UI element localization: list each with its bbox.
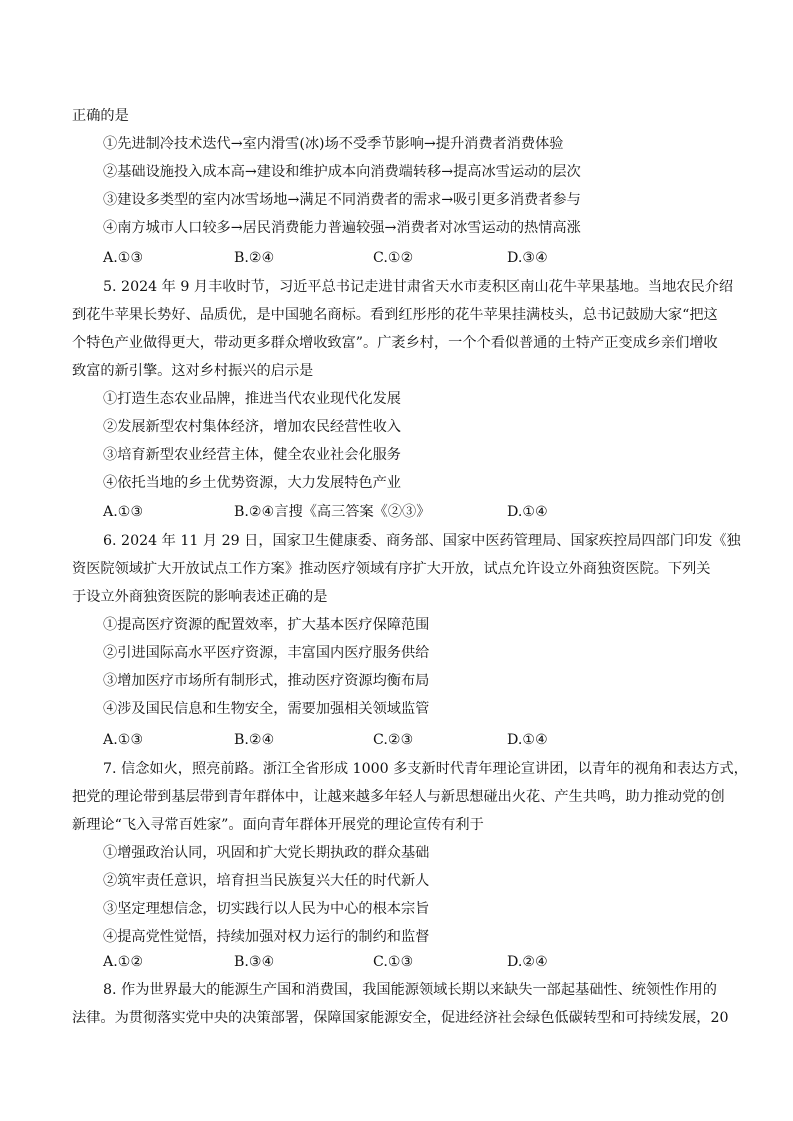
choice-a: A.①②: [103, 954, 144, 970]
choice-d: D.①④: [507, 504, 548, 520]
q6-option-4: ④涉及国民信息和生物安全，需要加强相关领域监管: [103, 701, 430, 717]
q5-option-1: ①打造生态农业品牌，推进当代农业现代化发展: [103, 391, 401, 407]
q7-answer-choices: [103, 952, 703, 972]
choice-c: C.②③: [373, 732, 414, 748]
q5-option-2: ②发展新型农村集体经济，增加农民经营性收入: [103, 419, 401, 435]
q7-stem-line-3: 新理论“飞入寻常百姓家”。面向青年群体开展党的理论宣传有利于: [72, 817, 484, 833]
q5-option-4: ④依托当地的乡土优势资源，大力发展特色产业: [103, 475, 401, 491]
q5-stem-line-1: 5. 2024 年 9 月丰收时节，习近平总书记走进甘肃省天水市麦积区南山花牛苹果基地。当地农民介绍: [103, 279, 734, 295]
choice-d: D.③④: [507, 250, 548, 266]
choice-a: A.①③: [103, 504, 144, 520]
q6-option-1: ①提高医疗资源的配置效率，扩大基本医疗保障范围: [103, 617, 430, 633]
q4-option-3: ③建设多类型的室内冰雪场地→满足不同消费者的需求→吸引更多消费者参与: [103, 192, 581, 208]
q8-stem-line-2: 法律。为贯彻落实党中央的决策部署，保障国家能源安全，促进经济社会绿色低碳转型和可持续发展，20: [72, 1010, 729, 1026]
q4-stem-tail: 正确的是: [72, 108, 129, 124]
q5-stem-line-4: 致富的新引擎。这对乡村振兴的启示是: [72, 363, 314, 379]
choice-b: B.②④: [234, 250, 275, 266]
q5-answer-choices: [103, 502, 703, 522]
q7-stem-line-2: 把党的理论带到基层带到青年群体中，让越来越多年轻人与新思想碰出火花、产生共鸣，助力推动党的创: [72, 789, 725, 805]
q4-answer-choices: [103, 248, 703, 268]
q7-option-1: ①增强政治认同，巩固和扩大党长期执政的群众基础: [103, 845, 430, 861]
q6-stem-line-3: 于设立外商独资医院的影响表述正确的是: [72, 589, 328, 605]
choice-b: B.②④: [234, 732, 275, 748]
q4-option-2: ②基础设施投入成本高→建设和维护成本向消费端转移→提高冰雪运动的层次: [103, 164, 581, 180]
choice-b: B.②④言搜《高三答案《②③》: [234, 504, 431, 520]
q4-option-4: ④南方城市人口较多→居民消费能力普遍较强→消费者对冰雪运动的热情高涨: [103, 220, 581, 236]
choice-c: C.①②: [373, 250, 414, 266]
choice-c: C.①③: [373, 954, 414, 970]
q5-stem-line-2: 到花牛苹果长势好、品质优，是中国驰名商标。看到红彤彤的花牛苹果挂满枝头，总书记鼓励大家“把这: [72, 307, 718, 323]
q5-option-3: ③培育新型农业经营主体，健全农业社会化服务: [103, 447, 401, 463]
choice-a: A.①③: [103, 732, 144, 748]
q6-answer-choices: [103, 730, 703, 750]
q6-option-2: ②引进国际高水平医疗资源，丰富国内医疗服务供给: [103, 645, 430, 661]
q6-option-3: ③增加医疗市场所有制形式，推动医疗资源均衡布局: [103, 673, 430, 689]
q5-stem-line-3: 个特色产业做得更大，带动更多群众增收致富”。广袤乡村，一个个看似普通的土特产正变成乡亲们增收: [72, 335, 718, 351]
q7-option-4: ④提高党性觉悟，持续加强对权力运行的制约和监督: [103, 929, 430, 945]
choice-a: A.①③: [103, 250, 144, 266]
q6-stem-line-1: 6. 2024 年 11 月 29 日，国家卫生健康委、商务部、国家中医药管理局、国家疾控局四部门印发《独: [103, 533, 741, 549]
q8-stem-line-1: 8. 作为世界最大的能源生产国和消费国，我国能源领域长期以来缺失一部起基础性、统领性作用的: [103, 982, 717, 998]
choice-d: D.②④: [507, 954, 548, 970]
choice-b: B.③④: [234, 954, 275, 970]
choice-d: D.①④: [507, 732, 548, 748]
q7-option-3: ③坚定理想信念，切实践行以人民为中心的根本宗旨: [103, 901, 430, 917]
q7-stem-line-1: 7. 信念如火，照亮前路。浙江全省形成 1000 多支新时代青年理论宣讲团，以青年的视角和表达方式，: [103, 761, 748, 777]
q4-option-1: ①先进制冷技术迭代→室内滑雪(冰)场不受季节影响→提升消费者消费体验: [103, 136, 564, 152]
q7-option-2: ②筑牢责任意识，培育担当民族复兴大任的时代新人: [103, 873, 430, 889]
q6-stem-line-2: 资医院领域扩大开放试点工作方案》推动医疗领域有序扩大开放，试点允许设立外商独资医院。下列关: [72, 561, 711, 577]
